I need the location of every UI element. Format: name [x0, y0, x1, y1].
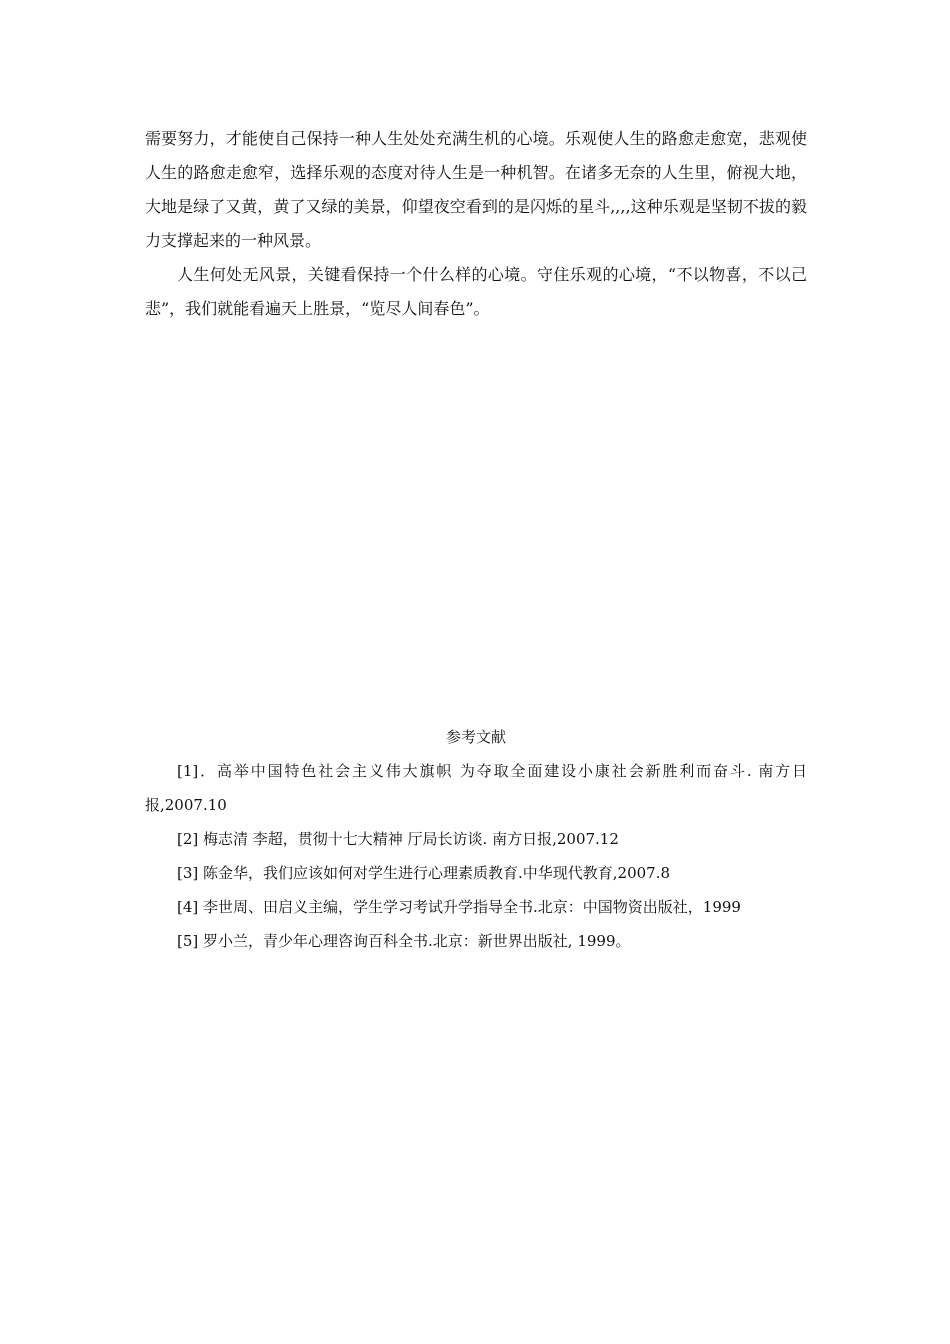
reference-item-1: [1]．高举中国特色社会主义伟大旗帜 为夺取全面建设小康社会新胜利而奋斗. 南方日报,2007.10 — [145, 762, 807, 814]
body-paragraph-2: 人生何处无风景，关键看保持一个什么样的心境。守住乐观的心境，“不以物喜，不以己悲”，我们就能看遍天上胜景，“览尽人间春色”。 — [145, 265, 807, 318]
reference-item-4: [4] 李世周、田启义主编，学生学习考试升学指导全书.北京：中国物资出版社，1999 — [177, 898, 741, 916]
body-paragraph-1: 需要努力，才能使自己保持一种人生处处充满生机的心境。乐观使人生的路愈走愈宽，悲观使人生的路愈走愈窄，选择乐观的态度对待人生是一种机智。在诸多无奈的人生里，俯视大地，大地是绿了又黄，黄了又绿的美景，仰望夜空看到的是闪烁的星斗,,,,这种乐观是坚韧不拔的毅力支撑起来的一种风景。 — [145, 129, 807, 250]
references-title: 参考文献 — [445, 728, 506, 746]
references-list — [145, 754, 807, 958]
body-text — [145, 122, 807, 326]
references-section — [145, 720, 807, 958]
reference-item-5: [5] 罗小兰，青少年心理咨询百科全书.北京：新世界出版社, 1999。 — [177, 932, 631, 950]
reference-item-2: [2] 梅志清 李超，贯彻十七大精神 厅局长访谈. 南方日报,2007.12 — [177, 830, 619, 848]
reference-item-3: [3] 陈金华，我们应该如何对学生进行心理素质教育.中华现代教育,2007.8 — [177, 864, 671, 882]
